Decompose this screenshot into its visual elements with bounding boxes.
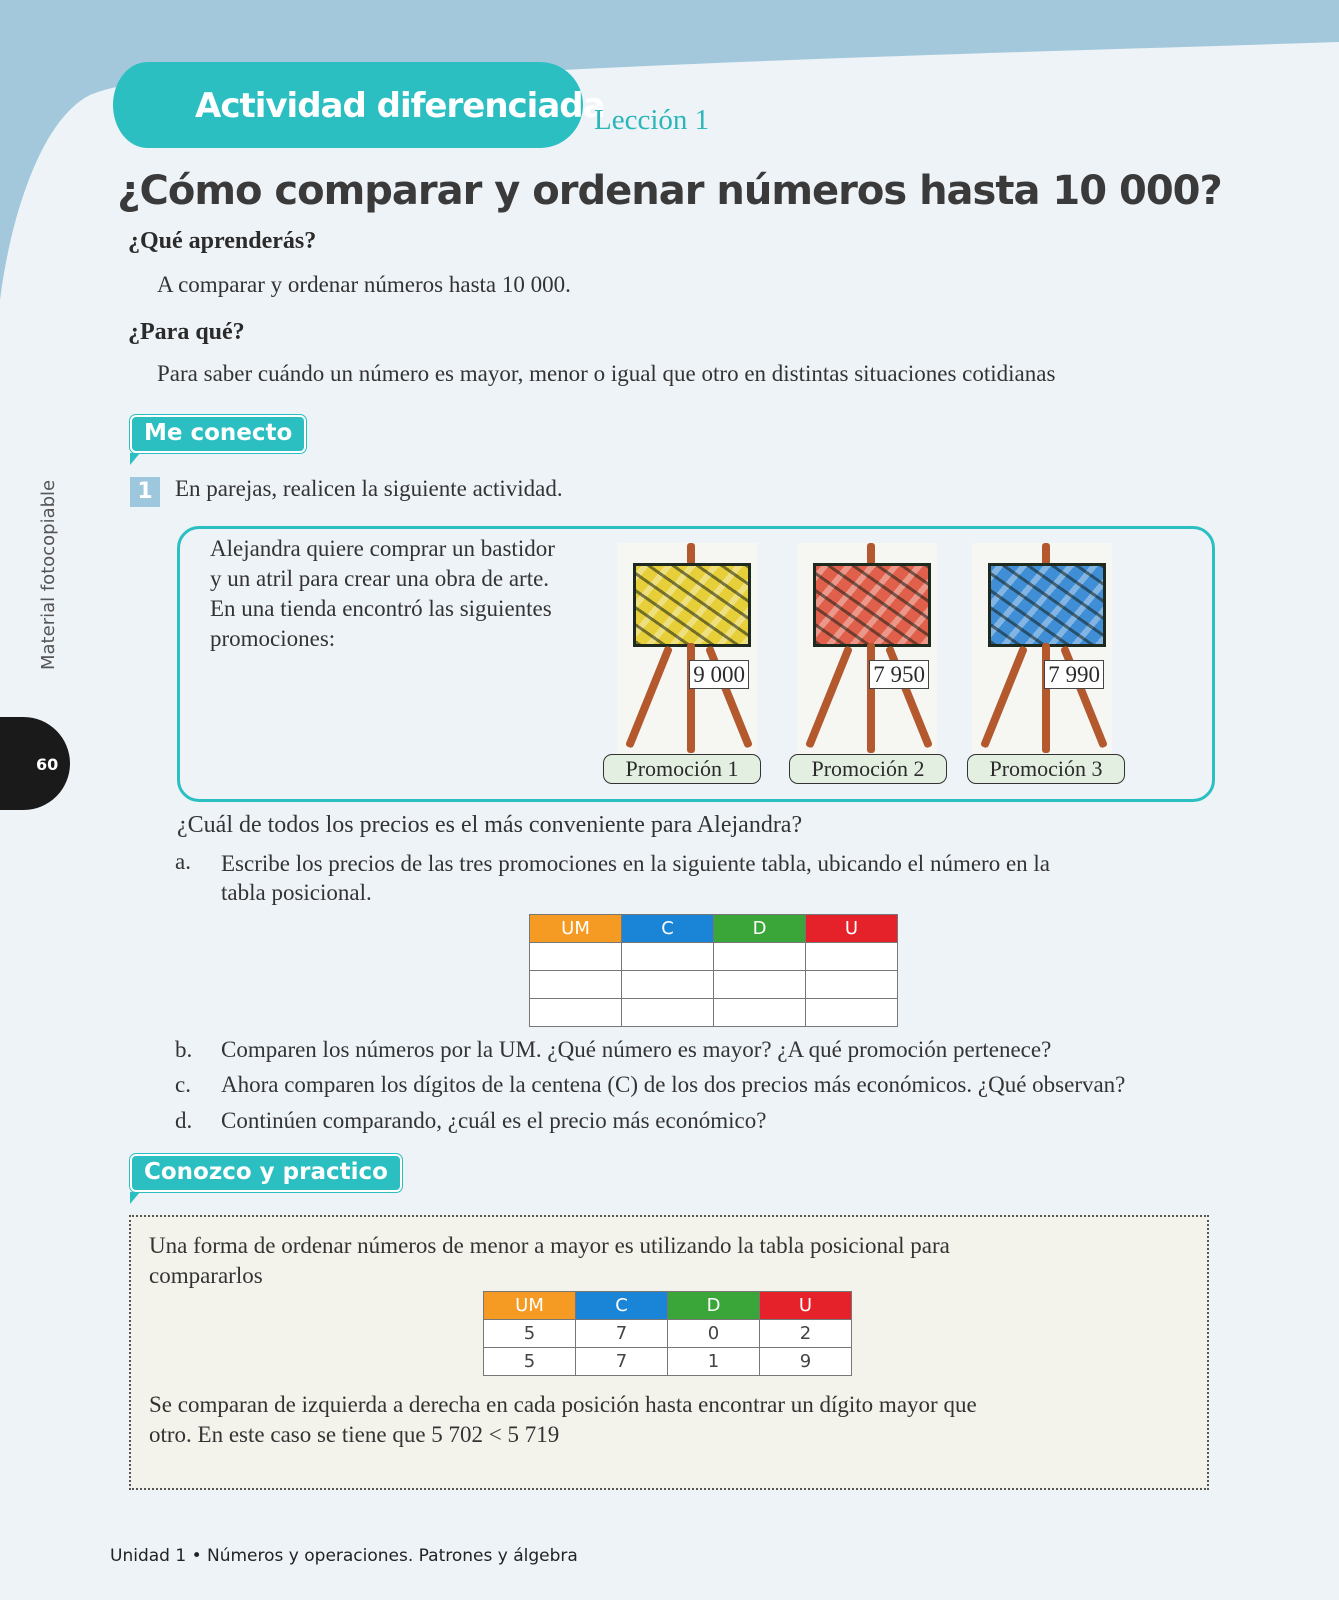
practice-intro-line: Una forma de ordenar números de menor a mayor es utilizando la tabla posicional para [149,1233,950,1258]
header-c: C [576,1292,668,1320]
promo-description-line: y un atril para crear una obra de arte. [210,566,550,591]
practice-outro-line: otro. En este caso se tiene que 5 702 < 5 719 [149,1422,560,1447]
price-tag: 9 000 [689,660,749,689]
blank-cell[interactable] [806,943,898,971]
empty-place-value-table [529,914,898,1027]
section-tag-me-conecto [130,415,306,465]
learn-question: ¿Qué aprenderás? [128,228,317,254]
blank-cell[interactable] [622,999,714,1027]
page-title: ¿Cómo comparar y ordenar números hasta 10 000? [117,168,1222,214]
blank-cell[interactable] [530,971,622,999]
blank-cell[interactable] [714,999,806,1027]
promo-label-1: Promoción 1 [603,754,761,784]
blank-cell[interactable] [622,971,714,999]
blank-cell[interactable] [714,943,806,971]
item-text-line: Escribe los precios de las tres promociones en la siguiente tabla, ubicando el número en la [221,851,1051,876]
item-a-text [221,849,1050,907]
practice-intro [149,1231,950,1291]
digit-cell: 9 [760,1348,852,1376]
practice-intro-line: compararlos [149,1263,263,1288]
section-tag-conozco [130,1154,402,1204]
item-letter: b. [175,1037,193,1062]
promo-description-line: promociones: [210,626,336,651]
easel-top [1042,543,1050,565]
easel-leg [805,645,853,748]
digit-cell: 2 [760,1320,852,1348]
promo-description [210,534,555,654]
digit-cell: 5 [484,1348,576,1376]
blank-cell[interactable] [806,971,898,999]
main-question: ¿Cuál de todos los precios es el más conveniente para Alejandra? [177,812,803,838]
easel-top [867,543,875,565]
blank-cell[interactable] [530,999,622,1027]
tag-tail [130,453,140,465]
table-row [530,999,898,1027]
blank-cell[interactable] [714,971,806,999]
canvas-artwork-yellow [633,563,751,647]
blank-cell[interactable] [530,943,622,971]
table-row [530,943,898,971]
easel-promo-2 [797,543,937,758]
practice-outro-line: Se comparan de izquierda a derecha en cada posición hasta encontrar un dígito mayor que [149,1392,977,1417]
table-header-row [484,1292,852,1320]
lesson-label: Lección 1 [594,104,710,136]
promo-label-2: Promoción 2 [789,754,947,784]
header-tab-title: Actividad diferenciada [195,86,605,126]
header-u: U [806,915,898,943]
section-tag-label: Conozco y practico [130,1154,402,1192]
side-label: Material fotocopiable [38,479,59,670]
promo-label-3: Promoción 3 [967,754,1125,784]
header-u: U [760,1292,852,1320]
blank-cell[interactable] [806,999,898,1027]
easel-leg [980,645,1028,748]
purpose-answer: Para saber cuándo un número es mayor, menor o igual que otro en distintas situaciones cotidianas [157,361,1056,386]
canvas-artwork-blue [988,563,1106,647]
item-letter: d. [175,1108,193,1133]
promo-description-line: En una tienda encontró las siguientes [210,596,552,621]
table-row [530,971,898,999]
digit-cell: 7 [576,1320,668,1348]
page-number: 60 [36,755,59,774]
footer: Unidad 1 • Números y operaciones. Patrones y álgebra [110,1546,578,1566]
learn-answer: A comparar y ordenar números hasta 10 000. [157,272,571,297]
easel-promo-3 [972,543,1112,758]
easel-leg [625,645,673,748]
item-letter: c. [175,1072,191,1097]
header-um: UM [530,915,622,943]
section-tag-label: Me conecto [130,415,306,453]
item-b-text: Comparen los números por la UM. ¿Qué número es mayor? ¿A qué promoción pertenece? [221,1037,1052,1062]
example-place-value-table [483,1291,852,1376]
digit-cell: 1 [668,1348,760,1376]
activity-number: 1 [130,477,160,507]
price-tag: 7 950 [869,660,929,689]
item-letter: a. [175,849,191,874]
practice-outro [149,1390,977,1450]
tag-tail [130,1192,140,1204]
item-d-text: Continúen comparando, ¿cuál es el precio más económico? [221,1108,767,1133]
table-header-row [530,915,898,943]
easel-top [687,543,695,565]
item-c-text: Ahora comparen los dígitos de la centena (C) de los dos precios más económicos. ¿Qué observan? [221,1072,1126,1097]
header-um: UM [484,1292,576,1320]
table-row [484,1320,852,1348]
canvas-artwork-red [813,563,931,647]
table-row [484,1348,852,1376]
easel-promo-1 [617,543,757,758]
item-text-line: tabla posicional. [221,880,372,905]
digit-cell: 5 [484,1320,576,1348]
purpose-question: ¿Para qué? [128,319,245,345]
price-tag: 7 990 [1044,660,1104,689]
activity-instruction: En parejas, realicen la siguiente actividad. [175,476,563,501]
digit-cell: 0 [668,1320,760,1348]
header-d: D [714,915,806,943]
blank-cell[interactable] [622,943,714,971]
header-c: C [622,915,714,943]
promo-description-line: Alejandra quiere comprar un bastidor [210,536,555,561]
digit-cell: 7 [576,1348,668,1376]
header-d: D [668,1292,760,1320]
